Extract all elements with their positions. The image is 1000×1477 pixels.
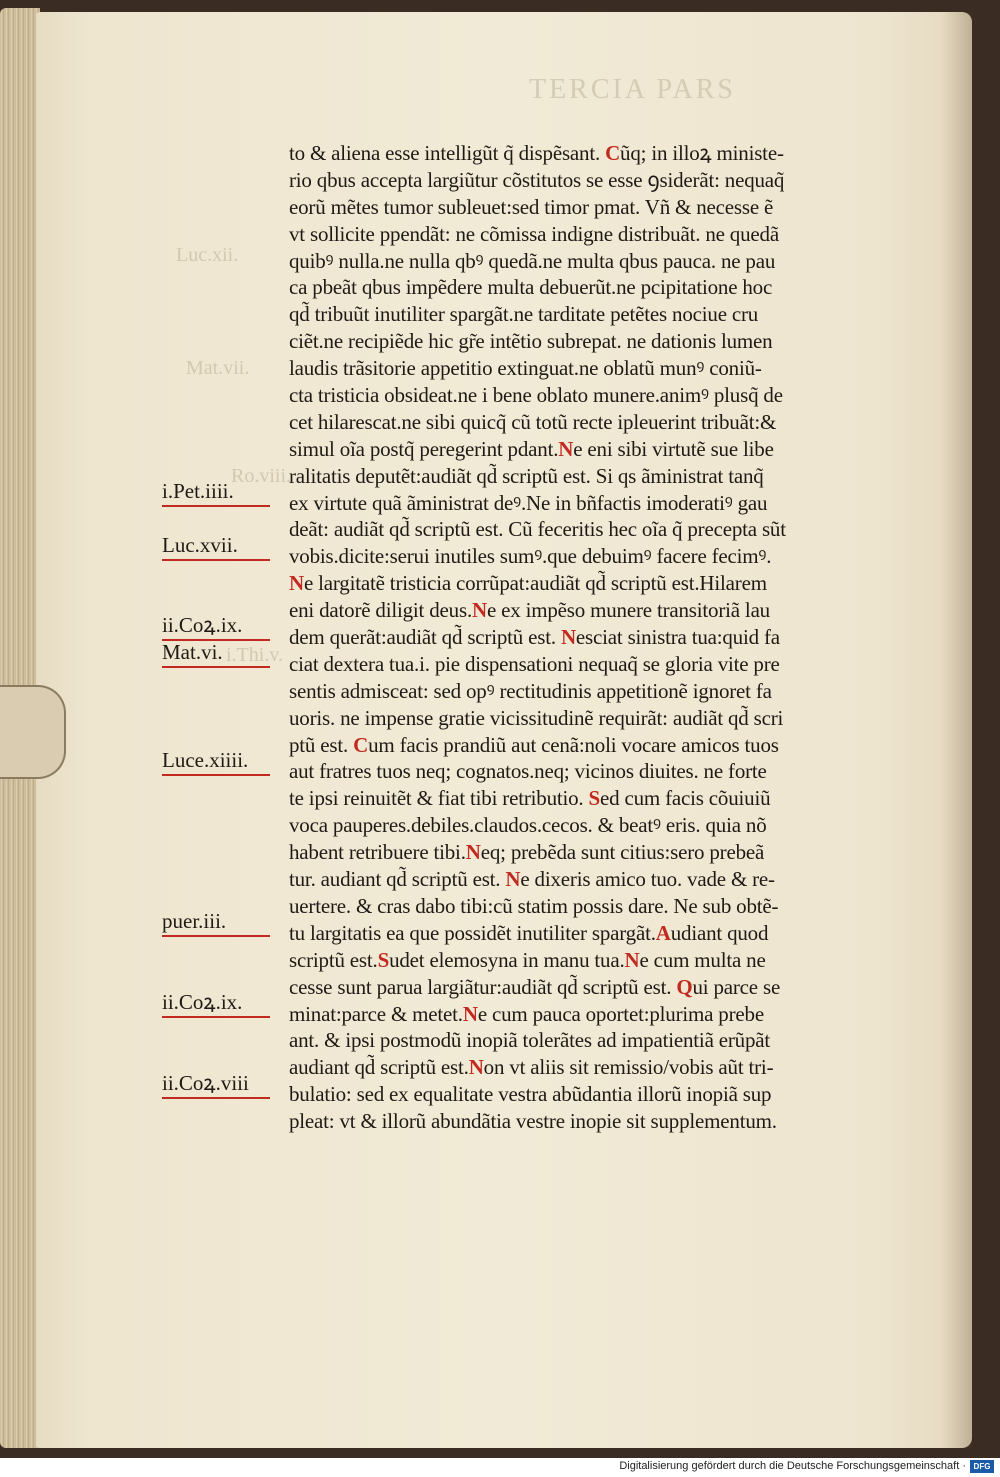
show-through-note: i.Thi.v. <box>226 644 284 666</box>
rubricated-initial: N <box>624 947 640 972</box>
text-segment: ex virtute quã ãministrat deꝰ.Ne in bñfactis imoderatiꝰ gau <box>289 490 768 515</box>
text-segment: e eni sibi virtutẽ sue libe <box>573 436 774 461</box>
book-page <box>36 12 972 1448</box>
text-line <box>289 274 929 301</box>
text-segment: eorũ mẽtes tumor subleuet:sed timor pmat. Vñ & necesse ẽ <box>289 194 774 219</box>
text-segment: ciẽt.ne recipiẽde hic gr̃e intẽtio subrepat. ne dationis lumen <box>289 329 773 354</box>
rubricated-initial: N <box>465 840 481 865</box>
text-segment: rio qbus accepta largiũtur cõstitutos se esse ꝯsiderãt: nequaq̃ <box>289 167 785 192</box>
text-line <box>289 624 929 651</box>
text-line <box>289 866 929 893</box>
text-line <box>289 678 929 705</box>
footer-bar <box>0 1458 1000 1477</box>
margin-citation-text: ii.Coꝝ.viii <box>162 1070 249 1095</box>
margin-citation-text: Luc.xvii. <box>162 532 238 557</box>
funding-credit: Digitalisierung gefördert durch die Deutsche Forschungsgemeinschaft · <box>619 1460 966 1472</box>
margin-citation-text: ii.Coꝝ.ix. <box>162 613 243 638</box>
text-segment: scriptũ est. <box>289 947 378 972</box>
rubricated-initial: S <box>588 786 601 811</box>
margin-citation-text: Luce.xiiii. <box>162 747 249 772</box>
text-segment: on vt aliis sit remissio/vobis aũt tri- <box>483 1055 774 1080</box>
text-segment: ant. & ipsi postmodũ inopiã tolerãtes ad impatientiã erũpãt <box>289 1028 771 1053</box>
rubric-underline <box>162 1097 270 1099</box>
rubric-underline <box>162 559 270 561</box>
text-segment: eq; prebẽda sunt citius:sero prebeã <box>480 840 765 865</box>
text-line <box>289 732 929 759</box>
show-through-note: Luc.xii. <box>176 244 239 266</box>
text-segment: e largitatẽ tristicia corrũpat:audiãt qd̃ scriptũ est.Hilarem <box>303 571 767 596</box>
text-segment: dem querãt:audiãt qd̃ scriptũ est. <box>289 625 561 650</box>
text-segment: aut fratres tuos neq; cognatos.neq; vicinos diuites. ne forte <box>289 759 767 784</box>
text-line <box>289 543 929 570</box>
text-segment: esciat sinistra tua:quid fa <box>575 625 780 650</box>
page-gutter-shadow <box>942 12 972 1448</box>
text-segment: ciat dextera tua.i. pie dispensationi nequaq̃ se gloria vite pre <box>289 651 780 676</box>
text-segment: voca pauperes.debiles.claudos.cecos. & beatꝰ eris. quia nõ <box>289 813 767 838</box>
text-line <box>289 570 929 597</box>
text-segment: ralitatis deputẽt:audiãt qd̃ scriptũ est. Si qs ãministrat tanq̃ <box>289 463 764 488</box>
text-segment: e cum multa ne <box>639 947 766 972</box>
margin-citation-text: i.Pet.iiii. <box>162 478 234 503</box>
text-segment: ũq; in illoꝝ ministe- <box>620 141 784 165</box>
text-segment: habent retribuere tibi. <box>289 840 466 865</box>
text-segment: vobis.dicite:serui inutiles sumꝰ.que debuimꝰ facere fecimꝰ. <box>289 544 772 569</box>
text-segment: ui parce se <box>692 974 781 999</box>
text-segment: ptũ est. <box>289 732 354 757</box>
rubricated-initial: Q <box>676 974 693 999</box>
text-segment: deãt: audiãt qd̃ scriptũ est. Cũ feceritis hec oĩa q̃ precepta sũt <box>289 517 786 542</box>
text-segment: tur. audiant qd̃ scriptũ est. <box>289 867 506 892</box>
text-segment: uoris. ne impense gratie vicissitudinẽ requirãt: audiãt qd̃ scri <box>289 705 784 730</box>
show-through-note: Mat.vii. <box>186 357 250 379</box>
text-segment: simul oĩa postq̃ peregerint pdant. <box>289 436 559 461</box>
text-line <box>289 463 929 490</box>
margin-citation <box>162 478 292 507</box>
text-segment: audiant qd̃ scriptũ est. <box>289 1055 469 1080</box>
text-line <box>289 597 929 624</box>
text-line <box>289 785 929 812</box>
margin-citation <box>162 532 292 561</box>
margin-citation <box>162 989 292 1018</box>
margin-citation-text: ii.Coꝝ.ix. <box>162 989 243 1014</box>
text-line <box>289 839 929 866</box>
text-segment: e cum pauca oportet:plurima prebe <box>477 1001 764 1026</box>
margin-citation <box>162 612 292 641</box>
book-clasp <box>0 685 66 779</box>
text-segment: pleat: vt & illorũ abundãtia vestre inopie sit supplementum. <box>289 1109 777 1134</box>
text-line <box>289 516 929 543</box>
rubricated-initial: N <box>558 436 574 461</box>
rubricated-initial: C <box>605 141 621 165</box>
rubric-underline <box>162 935 270 937</box>
text-segment: udiant quod <box>670 920 769 945</box>
rubricated-initial: N <box>505 867 521 892</box>
text-line <box>289 221 929 248</box>
rubric-underline <box>162 774 270 776</box>
running-head: TERCIA PARS <box>528 74 736 105</box>
text-line <box>289 947 929 974</box>
text-line <box>289 1027 929 1054</box>
text-segment: minat:parce & metet. <box>289 1001 463 1026</box>
text-line <box>289 812 929 839</box>
text-segment: laudis trãsitorie appetitio extinguat.ne oblatũ munꝰ coniũ- <box>289 356 762 381</box>
rubricated-initial: A <box>655 920 671 945</box>
text-segment: cesse sunt parua largiãtur:audiãt qd̃ scriptũ est. <box>289 974 677 999</box>
text-segment: uertere. & cras dabo tibi:cũ statim possis dare. Ne sub obtẽ- <box>289 893 779 918</box>
text-segment: te ipsi reinuitẽt & fiat tibi retributio. <box>289 786 589 811</box>
text-segment: quibꝰ nulla.ne nulla qbꝰ quedã.ne multa qbus pauca. ne pau <box>289 248 776 273</box>
rubricated-initial: N <box>468 1055 484 1080</box>
rubricated-initial: C <box>353 732 369 757</box>
text-segment: sentis admisceat: sed opꝰ rectitudinis appetitionẽ ignoret fa <box>289 678 772 703</box>
margin-citation <box>162 639 292 668</box>
text-segment: bulatio: sed ex equalitate vestra abũdantia illorũ inopiã sup <box>289 1082 772 1107</box>
text-line <box>289 920 929 947</box>
text-segment: udet elemosyna in manu tua. <box>389 947 625 972</box>
text-line <box>289 140 929 167</box>
text-segment: cta tristicia obsideat.ne i bene oblato munere.animꝰ plusq̃ de <box>289 383 783 408</box>
text-line <box>289 167 929 194</box>
text-segment: vt sollicite ppendãt: ne cõmissa indigne distribuãt. ne quedã <box>289 221 779 246</box>
dfg-logo-icon: DFG <box>970 1460 994 1473</box>
margin-citation-text: puer.iii. <box>162 909 227 934</box>
text-line <box>289 382 929 409</box>
main-text-block <box>289 140 929 1135</box>
text-line <box>289 194 929 221</box>
text-segment: e dixeris amico tuo. vade & re- <box>520 867 775 892</box>
text-line <box>289 1108 929 1135</box>
text-line <box>289 1001 929 1028</box>
rubricated-initial: N <box>560 625 576 650</box>
text-segment: eni datorẽ diligit deus. <box>289 598 472 623</box>
text-line <box>289 328 929 355</box>
text-line <box>289 248 929 275</box>
text-line <box>289 1081 929 1108</box>
text-line <box>289 651 929 678</box>
rubric-underline <box>162 666 270 668</box>
margin-citation <box>162 1070 292 1099</box>
rubricated-initial: N <box>289 571 304 596</box>
text-line <box>289 1054 929 1081</box>
text-line <box>289 893 929 920</box>
rubric-underline <box>162 1016 270 1018</box>
text-segment: ed cum facis cõuiuiũ <box>600 786 771 811</box>
text-line <box>289 705 929 732</box>
margin-citation <box>162 747 292 776</box>
text-segment: qd̃ tribuũt inutiliter spargãt.ne tarditate petẽtes nociue cru <box>289 302 759 327</box>
text-line <box>289 758 929 785</box>
text-line <box>289 974 929 1001</box>
text-segment: um facis prandiũ aut cenã:noli vocare amicos tuos <box>368 732 779 757</box>
rubricated-initial: N <box>472 598 487 623</box>
rubric-underline <box>162 505 270 507</box>
text-segment: to & aliena esse intelligũt q̃ dispẽsant. <box>289 141 606 165</box>
text-line <box>289 355 929 382</box>
text-segment: e ex impẽso munere transitoriã lau <box>486 598 770 623</box>
show-through-note: Ro.viii. <box>231 465 292 487</box>
text-line <box>289 301 929 328</box>
margin-citation <box>162 908 292 937</box>
rubricated-initial: S <box>377 947 390 972</box>
text-segment: ca pbeãt qbus impẽdere multa debuerũt.ne pcipitatione hoc <box>289 275 773 300</box>
text-line <box>289 436 929 463</box>
text-segment: tu largitatis ea que possidẽt inutiliter spargãt. <box>289 920 656 945</box>
margin-citation-text: Mat.vi. <box>162 640 223 665</box>
rubricated-initial: N <box>462 1001 478 1026</box>
text-segment: cet hilarescat.ne sibi quicq̃ cũ totũ recte ipleuerint tribuãt:& <box>289 409 777 434</box>
text-line <box>289 490 929 517</box>
text-line <box>289 409 929 436</box>
